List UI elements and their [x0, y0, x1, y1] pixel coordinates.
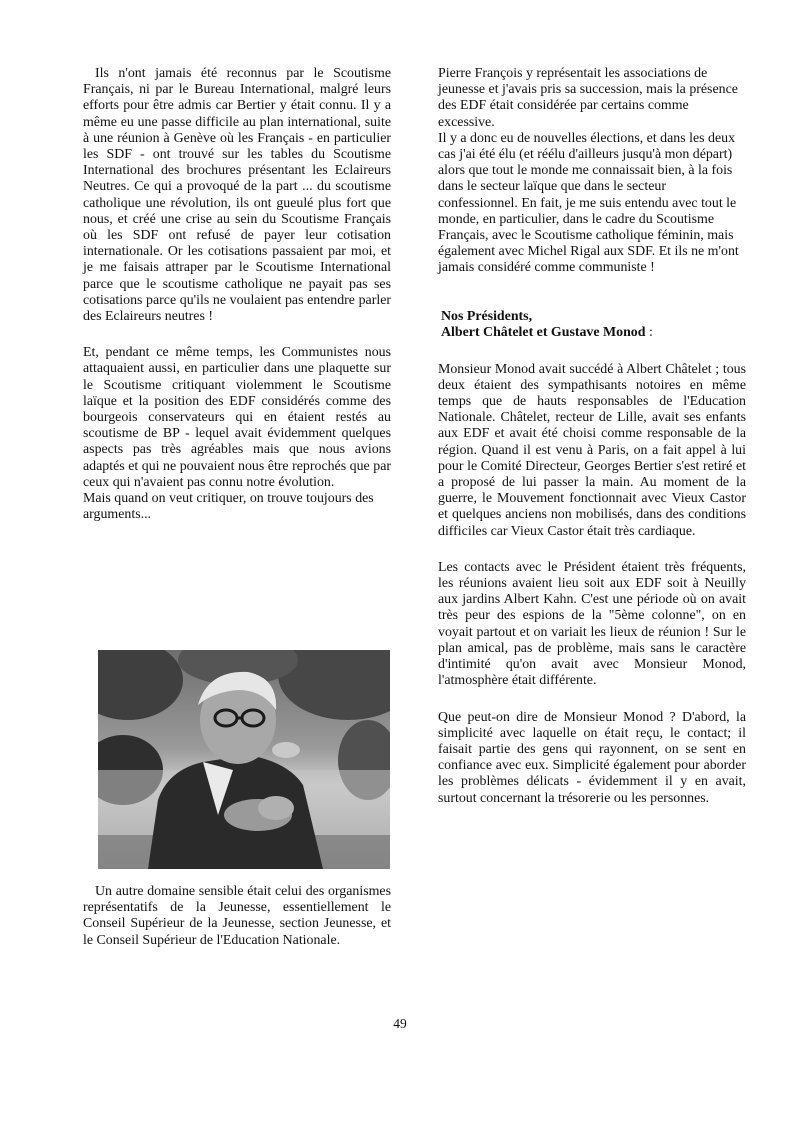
paragraph: Et, pendant ce même temps, les Communistes nous attaquaient aussi, en particulier dans une plaquette sur le Scoutisme critiquant violemment le Scoutisme laïque et la position des EDF considérés comme des bourgeois conservateurs qui en étaient restés au scoutisme de BP - lequel avait évidemment quelques aspects pas très agréables mais que nous avions adaptés et qui ne pouvaient nous être reprochés que par ceux qui n'avaient pas connu notre évolution. [83, 345, 391, 490]
page-number: 49 [393, 1016, 407, 1031]
paragraph: Il y a donc eu de nouvelles élections, et dans les deux cas j'ai été élu (et réélu d'ailleurs jusqu'à mon départ) alors que tout le monde me connaissait bien, à la fois dans le secteur laïque que dans le secteur confessionnel. En fait, je me suis entendu avec tout le monde, en particulier, dans le cadre du Scoutisme Français, avec le Scoutisme catholique féminin, mais également avec Michel Rigal aux SDF. Et ils ne m'ont jamais considéré comme communiste ! [438, 130, 739, 276]
caption-paragraph-block [83, 884, 391, 969]
left-column [83, 66, 391, 543]
heading-line-2: Albert Châtelet et Gustave Monod [441, 325, 646, 341]
paragraph: Monsieur Monod avait succédé à Albert Châtelet ; tous deux étaient des sympathisants notoires en même temps que de hauts responsables de l'Education Nationale. Châtelet, recteur de Lille, avait ses enfants aux EDF et avait été choisi comme responsable de la région. Quand il est venu à Paris, on a fait appel à lui pour le Comité Directeur, Georges Bertier s'est retiré et a proposé de lui passer la main. Au moment de la guerre, le Mouvement fonctionnait avec Vieux Castor et quelques anciens non mobilisés, dans des conditions difficiles car Vieux Castor était très cardiaque. [438, 361, 746, 539]
paragraph: Mais quand on veut critiquer, on trouve toujours des arguments... [83, 491, 374, 523]
paragraph: Les contacts avec le Président étaient très fréquents, les réunions avaient lieu soit aux EDF soit à Neuilly aux jardins Albert Kahn. C'est une période où on avait très peur des espions de la "5ème colonne", on en voyait partout et on variait les lieux de réunion ! Sur le plan amical, pas de problème, mais sans le caractère d'intimité qu'on avait avec Monsieur Monod, l'atmosphère était différente. [438, 559, 746, 689]
heading-suffix: : [645, 325, 653, 341]
section-heading [441, 309, 746, 342]
paragraph: Ils n'ont jamais été reconnus par le Scoutisme Français, ni par le Bureau International, malgré leurs efforts pour être admis car Bertier y était connu. Il y a même eu une passe difficile au plan international, suite à une réunion à Genève où les Français - en particulier les SDF - ont trouvé sur les tables du Scoutisme International des brochures présentant les Eclaireurs Neutres. Ce qui a provoqué de la part ... du scoutisme catholique une révolution, ils ont gueulé plus fort que nous, et créé une crise au sein du Scoutisme Français où les SDF ont refusé de payer leur cotisation internationale. Or les cotisations passaient par moi, et je me faisais attraper par le Scoutisme International parce que le scoutisme catholique ne payait pas ses cotisations parce qu'ils ne voulaient pas entendre parler des Eclaireurs neutres ! [83, 66, 391, 325]
paragraph: Pierre François y représentait les associations de jeunesse et j'avais pris sa succession, mais la présence des EDF était considérée par certains comme excessive. [438, 66, 738, 130]
paragraph: Que peut-on dire de Monsieur Monod ? D'abord, la simplicité avec laquelle on était reçu, le contact; il faisait partie des gens qui rayonnent, on se sent en confiance avec eux. Simplicité également pour aborder les problèmes délicats - évidemment il y en avait, surtout concernant la trésorerie ou les personnes. [438, 709, 746, 806]
paragraph: Un autre domaine sensible était celui des organismes représentatifs de la Jeunesse, essentiellement le Conseil Supérieur de la Jeunesse, section Jeunesse, et le Conseil Supérieur de l'Education Nationale. [83, 884, 391, 948]
heading-line-1: Nos Présidents, [441, 308, 533, 324]
right-column [438, 66, 746, 827]
portrait-photo [98, 650, 390, 869]
